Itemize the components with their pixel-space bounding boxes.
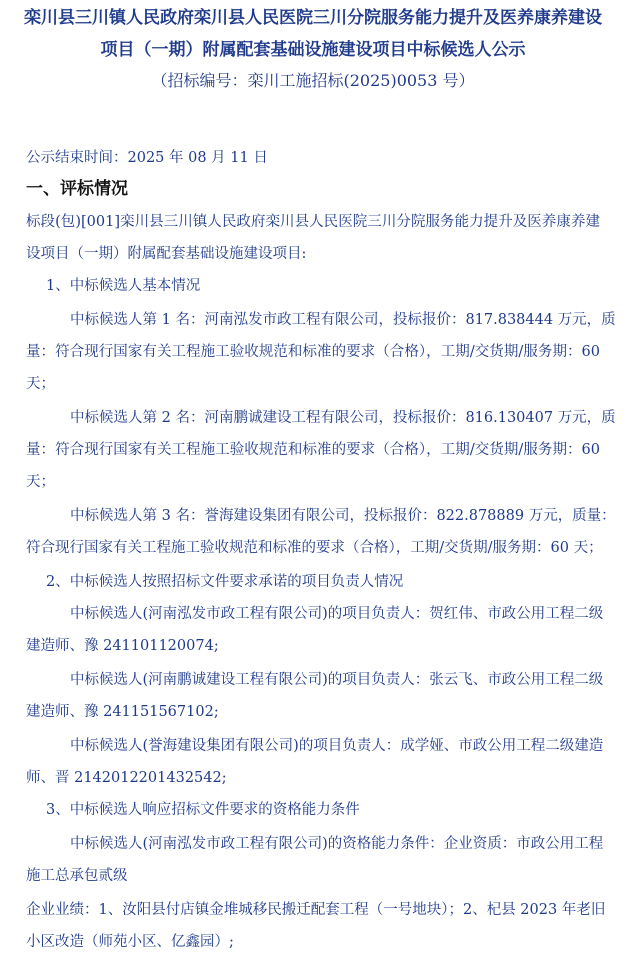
candidate-2-line-1: 中标候选人第 2 名：河南鹏诚建设工程有限公司，投标报价：816.130407 万元，质 xyxy=(70,410,616,426)
title-line-1: 栾川县三川镇人民政府栾川县人民医院三川分院服务能力提升及医养康养建设 xyxy=(24,8,602,28)
section-heading-evaluation: 一、评标情况 xyxy=(26,179,128,199)
qualification-line-2: 施工总承包贰级 xyxy=(26,868,128,884)
subheading-basic-info: 1、中标候选人基本情况 xyxy=(46,278,201,294)
manager-2-line-1: 中标候选人(河南鹏诚建设工程有限公司)的项目负责人：张云飞、市政公用工程二级 xyxy=(70,672,604,688)
intro-line-2: 设项目（一期）附属配套基础设施建设项目: xyxy=(26,246,307,262)
manager-3-line-1: 中标候选人(誉海建设集团有限公司)的项目负责人：成学娅、市政公用工程二级建造 xyxy=(70,738,604,754)
performance-line-2: 小区改造（师苑小区、亿鑫园）; xyxy=(26,934,234,950)
candidate-2-line-3: 天； xyxy=(26,474,55,490)
candidate-3-line-1: 中标候选人第 3 名：誉海建设集团有限公司，投标报价：822.878889 万元，质量： xyxy=(70,508,616,524)
manager-1-line-1: 中标候选人(河南泓发市政工程有限公司)的项目负责人：贺红伟、市政公用工程二级 xyxy=(70,606,604,622)
manager-1-line-2: 建造师、豫 241101120074; xyxy=(26,638,219,654)
intro-line-1: 标段(包)[001]栾川县三川镇人民政府栾川县人民医院三川分院服务能力提升及医养康养建 xyxy=(26,214,600,230)
qualification-line-1: 中标候选人(河南泓发市政工程有限公司)的资格能力条件：企业资质：市政公用工程 xyxy=(70,836,604,852)
candidate-1-line-1: 中标候选人第 1 名：河南泓发市政工程有限公司，投标报价：817.838444 万元，质 xyxy=(70,312,616,328)
performance-line-1: 企业业绩：1、汝阳县付店镇金堆城移民搬迁配套工程（一号地块）；2、杞县 2023 年老旧 xyxy=(26,902,606,918)
end-time: 公示结束时间：2025 年 08 月 11 日 xyxy=(26,150,268,166)
subheading-project-managers: 2、中标候选人按照招标文件要求承诺的项目负责人情况 xyxy=(46,574,404,590)
title-line-2: 项目（一期）附属配套基础设施建设项目中标候选人公示 xyxy=(100,40,526,60)
candidate-1-line-2: 量：符合现行国家有关工程施工验收规范和标准的要求（合格），工期/交货期/服务期：60 xyxy=(26,344,600,360)
candidate-2-line-2: 量：符合现行国家有关工程施工验收规范和标准的要求（合格），工期/交货期/服务期：60 xyxy=(26,442,600,458)
manager-2-line-2: 建造师、豫 241151567102; xyxy=(26,704,219,720)
subheading-qualifications: 3、中标候选人响应招标文件要求的资格能力条件 xyxy=(46,802,360,818)
candidate-1-line-3: 天； xyxy=(26,376,55,392)
candidate-3-line-2: 符合现行国家有关工程施工验收规范和标准的要求（合格），工期/交货期/服务期：60 天； xyxy=(26,540,603,556)
manager-3-line-2: 师、晋 2142012201432542; xyxy=(26,770,227,786)
tender-number: （招标编号：栾川工施招标(2025)0053 号） xyxy=(151,71,475,90)
